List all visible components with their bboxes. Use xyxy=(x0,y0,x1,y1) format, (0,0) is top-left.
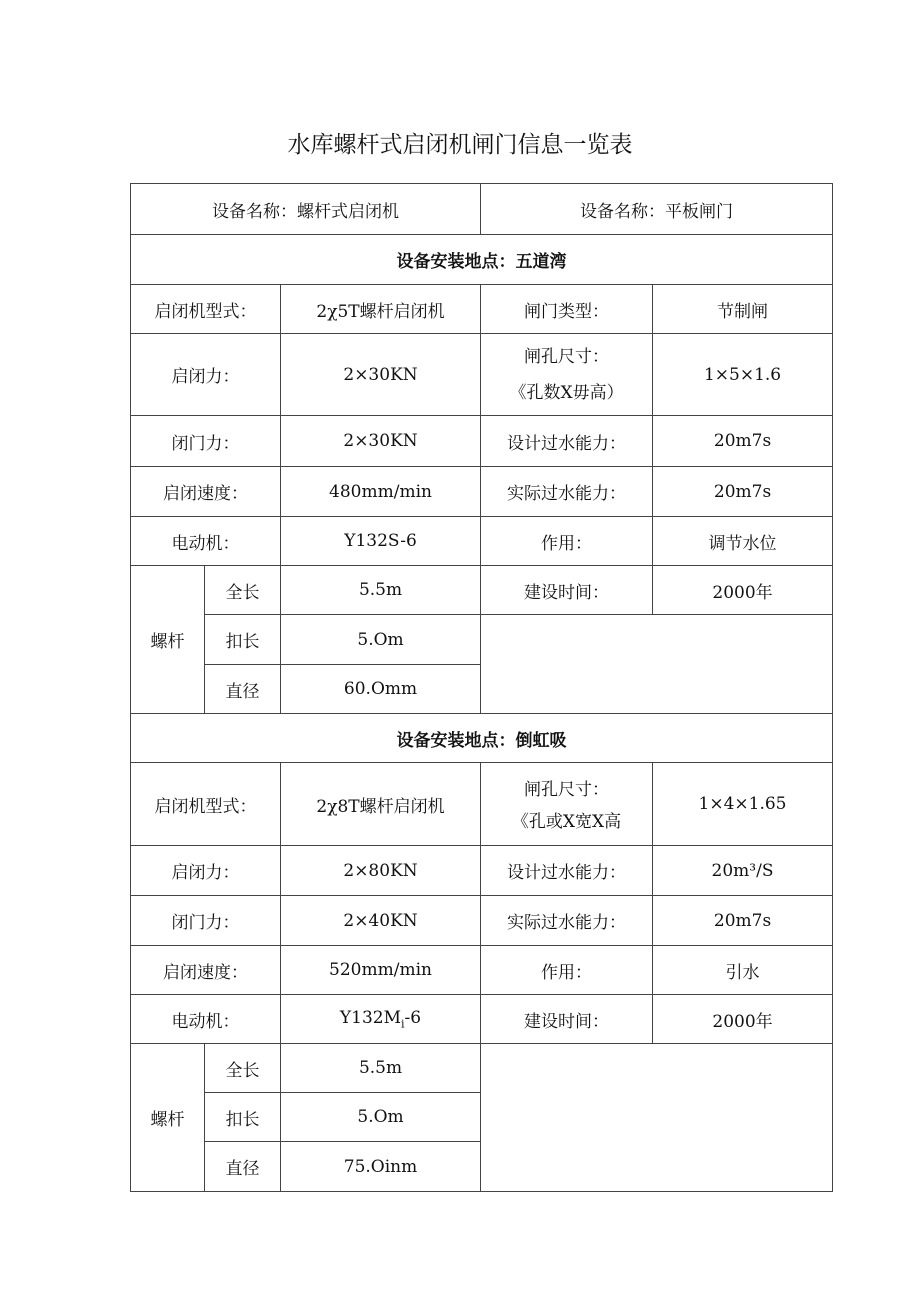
device-name-gate: 设备名称：平板闸门 xyxy=(481,184,833,235)
cell-value: 520mm∕min xyxy=(281,946,481,995)
cell-label: 电动机： xyxy=(131,517,281,566)
orifice-label-line2: 《孔或X宽X高 xyxy=(511,812,622,832)
cell-value: 75.Oinm xyxy=(281,1142,481,1192)
cell-label: 电动机： xyxy=(131,995,281,1044)
table-row xyxy=(131,467,833,517)
orifice-label-line1: 闸孔尺寸： xyxy=(524,346,610,367)
section-location-1: 设备安装地点：五道湾 xyxy=(131,235,833,285)
cell-value: 2χ8T螺杆启闭机 xyxy=(281,763,481,846)
cell-label: 启闭机型式： xyxy=(131,763,281,846)
cell-label: 直径 xyxy=(205,665,281,714)
table-row xyxy=(131,946,833,995)
cell-value: 1×5×1.6 xyxy=(653,334,833,416)
section-location-2: 设备安装地点：倒虹吸 xyxy=(131,714,833,763)
empty-cell xyxy=(481,615,833,714)
cell-value: 480mm∕min xyxy=(281,467,481,517)
cell-label: 启闭力： xyxy=(131,846,281,896)
table-row xyxy=(131,184,833,235)
table-row xyxy=(131,566,833,615)
cell-value: Y132S-6 xyxy=(281,517,481,566)
motor-model-suffix: -6 xyxy=(404,1007,422,1028)
table-row xyxy=(131,235,833,285)
motor-model-subscript: i xyxy=(401,1017,405,1031)
cell-value: 20m7s xyxy=(653,467,833,517)
cell-value: 2000年 xyxy=(653,566,833,615)
table-row xyxy=(131,896,833,946)
motor-model: Y132M xyxy=(339,1007,401,1028)
screw-group-label: 螺杆 xyxy=(131,1044,205,1192)
cell-value: 2000年 xyxy=(653,995,833,1044)
screw-group-label: 螺杆 xyxy=(131,566,205,714)
cell-value: 2×80KN xyxy=(281,846,481,896)
cell-value: 5.5m xyxy=(281,1044,481,1093)
cell-label: 建设时间： xyxy=(481,995,653,1044)
cell-label: 实际过水能力： xyxy=(481,896,653,946)
cell-label: 启闭速度： xyxy=(131,467,281,517)
cell-label: 启闭速度： xyxy=(131,946,281,995)
cell-value: 20m³/S xyxy=(653,846,833,896)
table-row xyxy=(131,1044,833,1093)
cell-label: 设计过水能力： xyxy=(481,846,653,896)
cell-value: 2×30KN xyxy=(281,334,481,416)
cell-label: 设计过水能力： xyxy=(481,416,653,467)
table-row xyxy=(131,714,833,763)
cell-label: 启闭力： xyxy=(131,334,281,416)
cell-label: 扣长 xyxy=(205,1093,281,1142)
cell-label: 作用： xyxy=(481,946,653,995)
cell-value: 20m7s xyxy=(653,416,833,467)
cell-value: 引水 xyxy=(653,946,833,995)
cell-value: 5.Om xyxy=(281,615,481,665)
cell-label-multiline xyxy=(481,763,653,846)
cell-label: 闭门力： xyxy=(131,896,281,946)
cell-value: 节制闸 xyxy=(653,285,833,334)
cell-label: 直径 xyxy=(205,1142,281,1192)
empty-cell xyxy=(481,1044,833,1192)
cell-label: 闭门力： xyxy=(131,416,281,467)
device-name-hoist: 设备名称：螺杆式启闭机 xyxy=(131,184,481,235)
cell-value: 2×30KN xyxy=(281,416,481,467)
cell-label: 闸门类型： xyxy=(481,285,653,334)
orifice-label-line1: 闸孔尺寸： xyxy=(524,780,610,800)
table-row xyxy=(131,846,833,896)
cell-value: 60.Omm xyxy=(281,665,481,714)
cell-label: 建设时间： xyxy=(481,566,653,615)
equipment-info-table xyxy=(130,183,833,1192)
cell-value: 2χ5T螺杆启闭机 xyxy=(281,285,481,334)
cell-value: 2×40KN xyxy=(281,896,481,946)
cell-value: 5.5m xyxy=(281,566,481,615)
cell-label: 实际过水能力： xyxy=(481,467,653,517)
table-row xyxy=(131,517,833,566)
cell-label: 扣长 xyxy=(205,615,281,665)
cell-value: 调节水位 xyxy=(653,517,833,566)
cell-label: 作用： xyxy=(481,517,653,566)
table-row xyxy=(131,615,833,665)
cell-value: 1×4×1.65 xyxy=(653,763,833,846)
cell-value-motor xyxy=(281,995,481,1044)
cell-label: 全长 xyxy=(205,566,281,615)
table-row xyxy=(131,416,833,467)
table-row xyxy=(131,334,833,416)
cell-label-multiline xyxy=(481,334,653,416)
table-row xyxy=(131,763,833,846)
table-row xyxy=(131,995,833,1044)
page-title: 水库螺杆式启闭机闸门信息一览表 xyxy=(287,132,633,158)
cell-value: 20m7s xyxy=(653,896,833,946)
cell-label: 启闭机型式： xyxy=(131,285,281,334)
orifice-label-line2: 《孔数X毋高） xyxy=(509,382,624,403)
cell-label: 全长 xyxy=(205,1044,281,1093)
cell-value: 5.Om xyxy=(281,1093,481,1142)
table-row xyxy=(131,285,833,334)
